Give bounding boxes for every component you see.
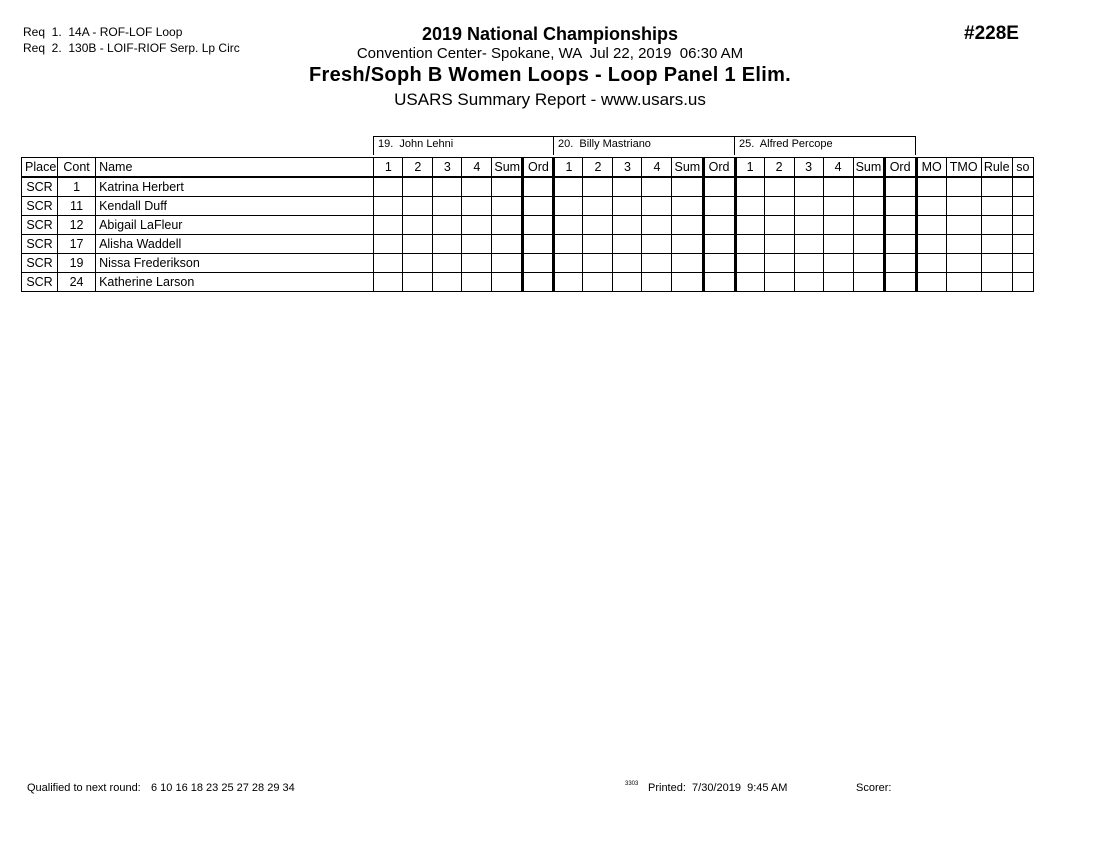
score-cell xyxy=(492,254,523,273)
score-cell xyxy=(735,177,764,197)
score-cell xyxy=(764,254,794,273)
score-cell xyxy=(374,254,403,273)
col-j2-3: 3 xyxy=(613,158,642,178)
place-cell: SCR xyxy=(22,235,58,254)
score-cell xyxy=(764,273,794,292)
table-row xyxy=(22,216,1034,235)
score-cell xyxy=(981,197,1012,216)
score-cell xyxy=(613,216,642,235)
name-cell: Kendall Duff xyxy=(96,197,374,216)
col-j2-1: 1 xyxy=(554,158,583,178)
judge-1-header: 19. John Lehni xyxy=(373,136,553,155)
score-cell xyxy=(764,177,794,197)
score-cell xyxy=(462,273,492,292)
score-cell xyxy=(916,177,946,197)
score-cell xyxy=(853,216,884,235)
score-cell xyxy=(794,273,823,292)
col-j1-sum: Sum xyxy=(492,158,523,178)
table-row xyxy=(22,273,1034,292)
score-cell xyxy=(583,177,613,197)
score-cell xyxy=(823,273,853,292)
score-cell xyxy=(672,235,703,254)
score-cell xyxy=(823,254,853,273)
score-cell xyxy=(433,273,462,292)
score-cell xyxy=(672,177,703,197)
col-place: Place xyxy=(22,158,58,178)
score-cell xyxy=(735,197,764,216)
score-cell xyxy=(492,197,523,216)
score-cell xyxy=(583,273,613,292)
score-cell xyxy=(1012,177,1033,197)
score-cell xyxy=(583,197,613,216)
score-cell xyxy=(703,273,735,292)
judge-2-header: 20. Billy Mastriano xyxy=(553,136,734,155)
score-cell xyxy=(492,177,523,197)
name-cell: Alisha Waddell xyxy=(96,235,374,254)
col-j2-4: 4 xyxy=(642,158,672,178)
report-code: 3303 xyxy=(625,781,639,787)
col-so: so xyxy=(1012,158,1033,178)
qualified-label: Qualified to next round: xyxy=(27,782,141,794)
score-cell xyxy=(794,254,823,273)
score-cell xyxy=(946,235,981,254)
score-cell xyxy=(554,177,583,197)
col-tmo: TMO xyxy=(946,158,981,178)
score-cell xyxy=(523,273,554,292)
score-cell xyxy=(764,235,794,254)
score-cell xyxy=(884,197,916,216)
score-cell xyxy=(916,235,946,254)
cont-cell: 12 xyxy=(58,216,96,235)
score-cell xyxy=(583,235,613,254)
score-cell xyxy=(1012,254,1033,273)
score-cell xyxy=(642,197,672,216)
score-cell xyxy=(613,254,642,273)
table-header-row xyxy=(22,158,1034,178)
col-j2-sum: Sum xyxy=(672,158,703,178)
name-cell: Abigail LaFleur xyxy=(96,216,374,235)
score-cell xyxy=(613,177,642,197)
name-cell: Katrina Herbert xyxy=(96,177,374,197)
score-cell xyxy=(853,254,884,273)
score-cell xyxy=(374,216,403,235)
score-cell xyxy=(403,177,433,197)
col-j1-2: 2 xyxy=(403,158,433,178)
report-title: USARS Summary Report - www.usars.us xyxy=(394,90,706,109)
venue-line: Convention Center- Spokane, WA Jul 22, 2019 06:30 AM xyxy=(356,45,744,62)
score-cell xyxy=(523,235,554,254)
score-cell xyxy=(853,273,884,292)
place-cell: SCR xyxy=(22,216,58,235)
score-cell xyxy=(703,177,735,197)
table-row xyxy=(22,235,1034,254)
score-cell xyxy=(642,273,672,292)
score-cell xyxy=(764,197,794,216)
score-cell xyxy=(642,254,672,273)
qualified-values: 6 10 16 18 23 25 27 28 29 34 xyxy=(151,782,295,794)
col-j2-2: 2 xyxy=(583,158,613,178)
score-cell xyxy=(492,216,523,235)
score-cell xyxy=(735,254,764,273)
col-j1-1: 1 xyxy=(374,158,403,178)
col-j2-ord: Ord xyxy=(703,158,735,178)
table-row xyxy=(22,177,1034,197)
scorer-label: Scorer: xyxy=(856,782,892,794)
score-cell xyxy=(703,216,735,235)
score-cell xyxy=(884,177,916,197)
score-cell xyxy=(462,235,492,254)
place-cell: SCR xyxy=(22,254,58,273)
score-cell xyxy=(853,197,884,216)
score-cell xyxy=(642,177,672,197)
score-cell xyxy=(433,177,462,197)
table-row xyxy=(22,254,1034,273)
score-cell xyxy=(884,254,916,273)
score-cell xyxy=(374,235,403,254)
event-number: #228E xyxy=(964,23,1019,44)
score-cell xyxy=(492,273,523,292)
score-cell xyxy=(554,216,583,235)
score-cell xyxy=(884,273,916,292)
cont-cell: 19 xyxy=(58,254,96,273)
score-cell xyxy=(823,197,853,216)
requirement-1: Req 1. 14A - ROF-LOF Loop xyxy=(23,25,183,39)
score-cell xyxy=(916,273,946,292)
score-cell xyxy=(613,197,642,216)
score-cell xyxy=(613,273,642,292)
event-title: 2019 National Championships xyxy=(421,24,679,44)
score-cell xyxy=(946,254,981,273)
score-cell xyxy=(433,216,462,235)
score-cell xyxy=(523,216,554,235)
score-cell xyxy=(462,197,492,216)
competition-title: Fresh/Soph B Women Loops - Loop Panel 1 Elim. xyxy=(308,64,792,86)
score-cell xyxy=(735,235,764,254)
score-cell xyxy=(433,254,462,273)
score-cell xyxy=(981,254,1012,273)
score-cell xyxy=(703,197,735,216)
score-cell xyxy=(403,197,433,216)
score-cell xyxy=(374,197,403,216)
score-cell xyxy=(672,216,703,235)
score-cell xyxy=(946,177,981,197)
score-cell xyxy=(981,235,1012,254)
score-cell xyxy=(462,177,492,197)
col-name: Name xyxy=(96,158,374,178)
score-cell xyxy=(554,235,583,254)
score-cell xyxy=(1012,235,1033,254)
col-j3-1: 1 xyxy=(735,158,764,178)
score-cell xyxy=(981,273,1012,292)
score-cell xyxy=(853,177,884,197)
score-cell xyxy=(884,216,916,235)
score-cell xyxy=(916,254,946,273)
score-cell xyxy=(981,216,1012,235)
score-cell xyxy=(1012,273,1033,292)
place-cell: SCR xyxy=(22,273,58,292)
name-cell: Nissa Frederikson xyxy=(96,254,374,273)
score-cell xyxy=(523,254,554,273)
score-cell xyxy=(403,254,433,273)
score-cell xyxy=(433,197,462,216)
score-cell xyxy=(583,216,613,235)
score-cell xyxy=(672,197,703,216)
score-cell xyxy=(642,216,672,235)
score-cell xyxy=(462,254,492,273)
score-cell xyxy=(613,235,642,254)
score-cell xyxy=(764,216,794,235)
results-table xyxy=(21,157,1034,292)
col-j3-ord: Ord xyxy=(884,158,916,178)
cont-cell: 24 xyxy=(58,273,96,292)
score-cell xyxy=(554,273,583,292)
col-j1-4: 4 xyxy=(462,158,492,178)
place-cell: SCR xyxy=(22,197,58,216)
requirement-2: Req 2. 130B - LOIF-RIOF Serp. Lp Circ xyxy=(23,41,240,55)
col-j3-3: 3 xyxy=(794,158,823,178)
col-rule: Rule xyxy=(981,158,1012,178)
col-j3-sum: Sum xyxy=(853,158,884,178)
score-cell xyxy=(433,235,462,254)
score-cell xyxy=(403,216,433,235)
score-cell xyxy=(374,177,403,197)
col-mo: MO xyxy=(916,158,946,178)
score-cell xyxy=(554,197,583,216)
score-cell xyxy=(1012,197,1033,216)
score-cell xyxy=(794,197,823,216)
judge-3-header: 25. Alfred Percope xyxy=(734,136,916,155)
col-j3-4: 4 xyxy=(823,158,853,178)
cont-cell: 1 xyxy=(58,177,96,197)
score-cell xyxy=(823,216,853,235)
score-cell xyxy=(946,197,981,216)
score-cell xyxy=(794,177,823,197)
cont-cell: 17 xyxy=(58,235,96,254)
score-cell xyxy=(703,254,735,273)
place-cell: SCR xyxy=(22,177,58,197)
score-cell xyxy=(703,235,735,254)
score-cell xyxy=(672,254,703,273)
score-cell xyxy=(916,216,946,235)
score-cell xyxy=(403,235,433,254)
score-cell xyxy=(672,273,703,292)
score-cell xyxy=(823,235,853,254)
printed-timestamp: Printed: 7/30/2019 9:45 AM xyxy=(648,782,788,794)
score-cell xyxy=(1012,216,1033,235)
score-cell xyxy=(946,273,981,292)
score-cell xyxy=(794,216,823,235)
score-cell xyxy=(374,273,403,292)
score-cell xyxy=(583,254,613,273)
col-j1-ord: Ord xyxy=(523,158,554,178)
table-row xyxy=(22,197,1034,216)
score-cell xyxy=(554,254,583,273)
score-cell xyxy=(462,216,492,235)
score-cell xyxy=(981,177,1012,197)
score-cell xyxy=(523,177,554,197)
score-cell xyxy=(735,216,764,235)
score-cell xyxy=(403,273,433,292)
col-cont: Cont xyxy=(58,158,96,178)
score-cell xyxy=(946,216,981,235)
cont-cell: 11 xyxy=(58,197,96,216)
name-cell: Katherine Larson xyxy=(96,273,374,292)
score-cell xyxy=(916,197,946,216)
score-cell xyxy=(735,273,764,292)
col-j1-3: 3 xyxy=(433,158,462,178)
score-cell xyxy=(794,235,823,254)
score-cell xyxy=(642,235,672,254)
col-j3-2: 2 xyxy=(764,158,794,178)
score-cell xyxy=(853,235,884,254)
score-cell xyxy=(823,177,853,197)
score-cell xyxy=(523,197,554,216)
score-cell xyxy=(884,235,916,254)
score-cell xyxy=(492,235,523,254)
